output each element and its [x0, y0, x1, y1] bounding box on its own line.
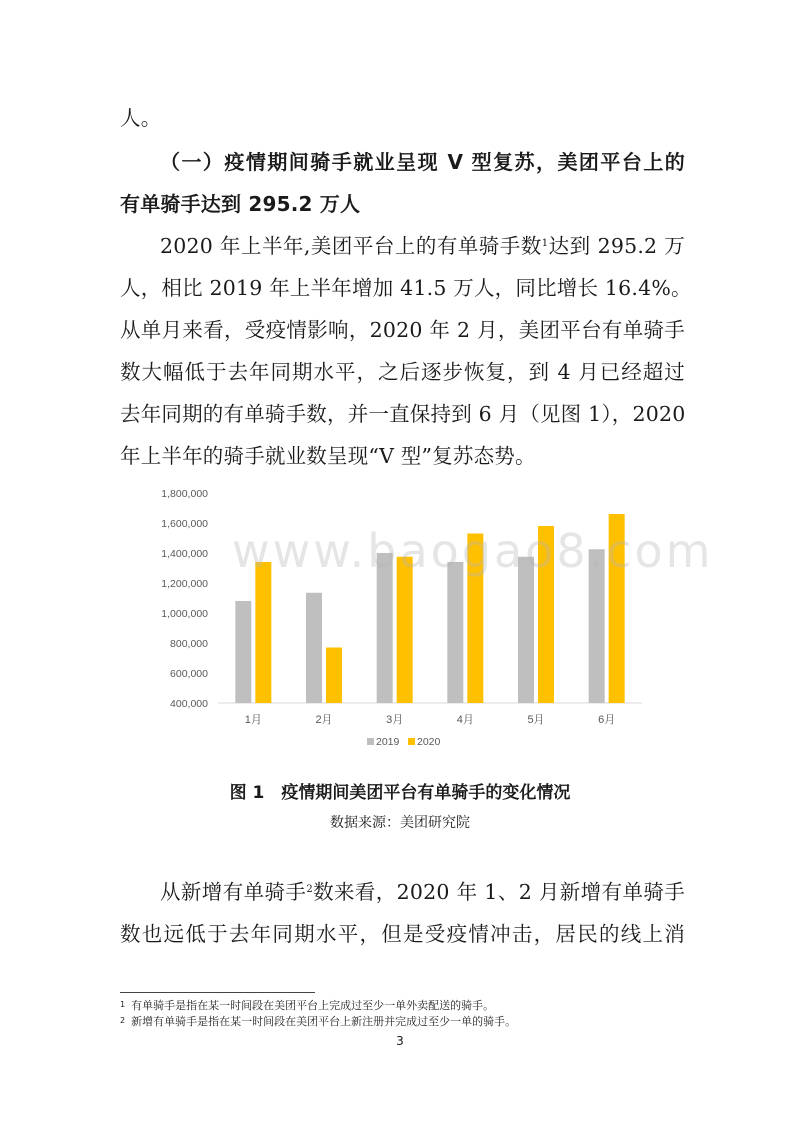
legend-label-2020: 2020 — [417, 736, 441, 748]
bar-2020-2 — [326, 648, 342, 704]
bar-2019-1 — [235, 601, 251, 703]
paragraph-line: 去年同期的有单骑手数，并一直保持到 6 月（见图 1），2020 — [120, 402, 686, 426]
bar-2019-6 — [589, 549, 605, 703]
bar-2020-5 — [538, 526, 554, 703]
footnote-ref-1[interactable]: 1 — [541, 238, 549, 249]
y-tick-label: 600,000 — [170, 668, 208, 680]
section-heading-line-1: （一）疫情期间骑手就业呈现 V 型复苏，美团平台上的 — [160, 150, 685, 174]
legend-swatch-2020 — [408, 738, 415, 745]
bar-2020-4 — [467, 534, 483, 704]
y-tick-label: 1,000,000 — [161, 608, 208, 620]
y-tick-label: 400,000 — [170, 698, 208, 710]
bar-2020-1 — [255, 562, 271, 703]
bar-2019-5 — [518, 557, 534, 703]
watermark: www.baogao8.com — [232, 524, 714, 578]
footnote-ref-2[interactable]: 2 — [306, 884, 313, 895]
y-tick-label: 1,400,000 — [161, 548, 208, 560]
x-tick-label: 1月 — [244, 714, 262, 726]
x-tick-label: 5月 — [527, 714, 545, 726]
bar-2020-6 — [609, 514, 625, 703]
x-tick-label: 6月 — [598, 714, 616, 726]
bar-2019-4 — [447, 562, 463, 703]
x-tick-label: 4月 — [456, 714, 474, 726]
legend-label-2019: 2019 — [376, 736, 400, 748]
bar-2019-2 — [306, 593, 322, 703]
bar-2019-3 — [377, 553, 393, 703]
paragraph-line: 2020 年上半年,美团平台上的有单骑手数$^1$达到 295.2 万 — [160, 234, 685, 258]
footnote-divider — [120, 992, 315, 993]
x-tick-label: 3月 — [386, 714, 404, 726]
section-heading-line-2: 有单骑手达到 295.2 万人 — [120, 192, 361, 216]
bar-2020-3 — [397, 557, 413, 703]
y-tick-label: 1,600,000 — [161, 518, 208, 530]
y-tick-label: 1,200,000 — [161, 578, 208, 590]
y-tick-label: 800,000 — [170, 638, 208, 650]
footnote-2: $^2$ 新增有单骑手是指在某一时间段在美团平台上新注册并完成过至少一单的骑手。 — [120, 1015, 517, 1028]
paragraph-line: 人，相比 2019 年上半年增加 41.5 万人，同比增长 16.4%。 — [120, 276, 692, 300]
bar-chart — [0, 474, 800, 774]
page-number: 3 — [396, 1034, 404, 1048]
legend-swatch-2019 — [367, 738, 374, 745]
y-tick-label: 1,800,000 — [161, 488, 208, 500]
paragraph-line: 人。 — [120, 106, 162, 130]
paragraph-line: 从单月来看，受疫情影响，2020 年 2 月，美团平台有单骑手 — [120, 318, 685, 342]
figure-source: 数据来源：美团研究院 — [330, 815, 470, 831]
paragraph-line: 从新增有单骑手$^2$数来看，2020 年 1、2 月新增有单骑手 — [160, 880, 685, 904]
paragraph-line: 年上半年的骑手就业数呈现“V 型”复苏态势。 — [120, 444, 536, 468]
x-tick-label: 2月 — [315, 714, 333, 726]
footnote-1: $^1$ 有单骑手是指在某一时间段在美团平台上完成过至少一单外卖配送的骑手。 — [120, 999, 495, 1012]
paragraph-line: 数也远低于去年同期水平，但是受疫情冲击，居民的线上消 — [120, 922, 685, 946]
paragraph-line: 数大幅低于去年同期水平，之后逐步恢复，到 4 月已经超过 — [120, 360, 685, 384]
figure-title: 图 1 疫情期间美团平台有单骑手的变化情况 — [229, 783, 571, 803]
